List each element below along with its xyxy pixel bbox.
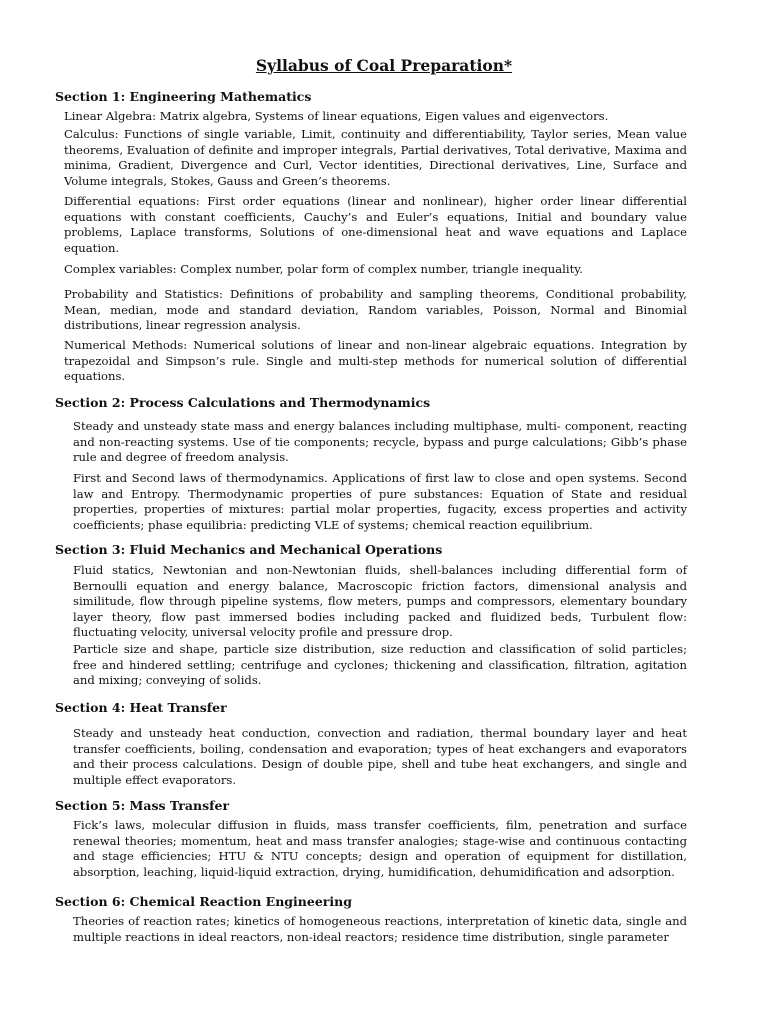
section-1-paragraph: Probability and Statistics: Definitions of probability and sampling theorems, Conditional probability, Mean, median, mode and standard deviation, Random variables, Poisson, Normal and Binomial distributions, linear regression analysis. [64, 287, 687, 333]
section-3-paragraph: Fluid statics, Newtonian and non-Newtonian fluids, shell-balances including differential form of Bernoulli equation and energy balance, Macroscopic friction factors, dimensional analysis and similitude, flow through pipeline systems, flow meters, pumps and compressors, elementary boundary layer theory, flow past immersed bodies including packed and fluidized beds, Turbulent flow: fluctuating velocity, universal velocity profile and pressure drop. [73, 563, 687, 640]
section-1-paragraph: Calculus: Functions of single variable, Limit, continuity and differentiability, Taylor series, Mean value theorems, Evaluation of definite and improper integrals, Partial derivatives, Total derivative, Maxima and minima, Gradient, Divergence and Curl, Vector identities, Directional derivatives, Line, Surface and Volume integrals, Stokes, Gauss and Green’s theorems. [64, 127, 687, 188]
section-4-heading: Section 4: Heat Transfer [55, 700, 227, 715]
section-2-paragraph: Steady and unsteady state mass and energy balances including multiphase, multi- component, reacting and non-reacting systems. Use of tie components; recycle, bypass and purge calculations; Gibb’s phase rule and degree of freedom analysis. [73, 419, 687, 465]
section-1-heading: Section 1: Engineering Mathematics [55, 89, 312, 104]
section-3-heading: Section 3: Fluid Mechanics and Mechanical Operations [55, 542, 443, 557]
section-5-heading: Section 5: Mass Transfer [55, 798, 230, 813]
section-6-paragraph: Theories of reaction rates; kinetics of homogeneous reactions, interpretation of kinetic data, single and multiple reactions in ideal reactors, non-ideal reactors; residence time distribution, single parameter [73, 914, 687, 944]
section-1-paragraph: Numerical Methods: Numerical solutions of linear and non-linear algebraic equations. Integration by trapezoidal and Simpson’s rule. Single and multi-step methods for numerical solution of differential equations. [64, 338, 687, 384]
section-6-heading: Section 6: Chemical Reaction Engineering [55, 894, 352, 909]
page-title: Syllabus of Coal Preparation* [255, 56, 513, 75]
section-4-paragraph: Steady and unsteady heat conduction, convection and radiation, thermal boundary layer and heat transfer coefficients, boiling, condensation and evaporation; types of heat exchangers and evaporators and their process calculations. Design of double pipe, shell and tube heat exchangers, and single and multiple effect evaporators. [73, 726, 687, 787]
section-1-paragraph: Complex variables: Complex number, polar form of complex number, triangle inequality. [64, 262, 583, 276]
section-5-paragraph: Fick’s laws, molecular diffusion in fluids, mass transfer coefficients, film, penetration and surface renewal theories; momentum, heat and mass transfer analogies; stage-wise and continuous contacting and stage efficiencies; HTU & NTU concepts; design and operation of equipment for distillation, absorption, leaching, liquid-liquid extraction, drying, humidification, dehumidification and adsorption. [73, 818, 687, 879]
section-3-paragraph: Particle size and shape, particle size distribution, size reduction and classification of solid particles; free and hindered settling; centrifuge and cyclones; thickening and classification, filtration, agitation and mixing; conveying of solids. [73, 642, 687, 688]
section-1-paragraph: Differential equations: First order equations (linear and nonlinear), higher order linear differential equations with constant coefficients, Cauchy’s and Euler’s equations, Initial and boundary value problems, Laplace transforms, Solutions of one-dimensional heat and wave equations and Laplace equation. [64, 194, 687, 255]
section-2-heading: Section 2: Process Calculations and Thermodynamics [55, 395, 431, 410]
section-2-paragraph: First and Second laws of thermodynamics. Applications of first law to close and open systems. Second law and Entropy. Thermodynamic properties of pure substances: Equation of State and residual properties, properties of mixtures: partial molar properties, fugacity, excess properties and activity coefficients; phase equilibria: predicting VLE of systems; chemical reaction equilibrium. [73, 471, 687, 532]
section-1-paragraph: Linear Algebra: Matrix algebra, Systems of linear equations, Eigen values and eigenvectors. [64, 109, 609, 123]
